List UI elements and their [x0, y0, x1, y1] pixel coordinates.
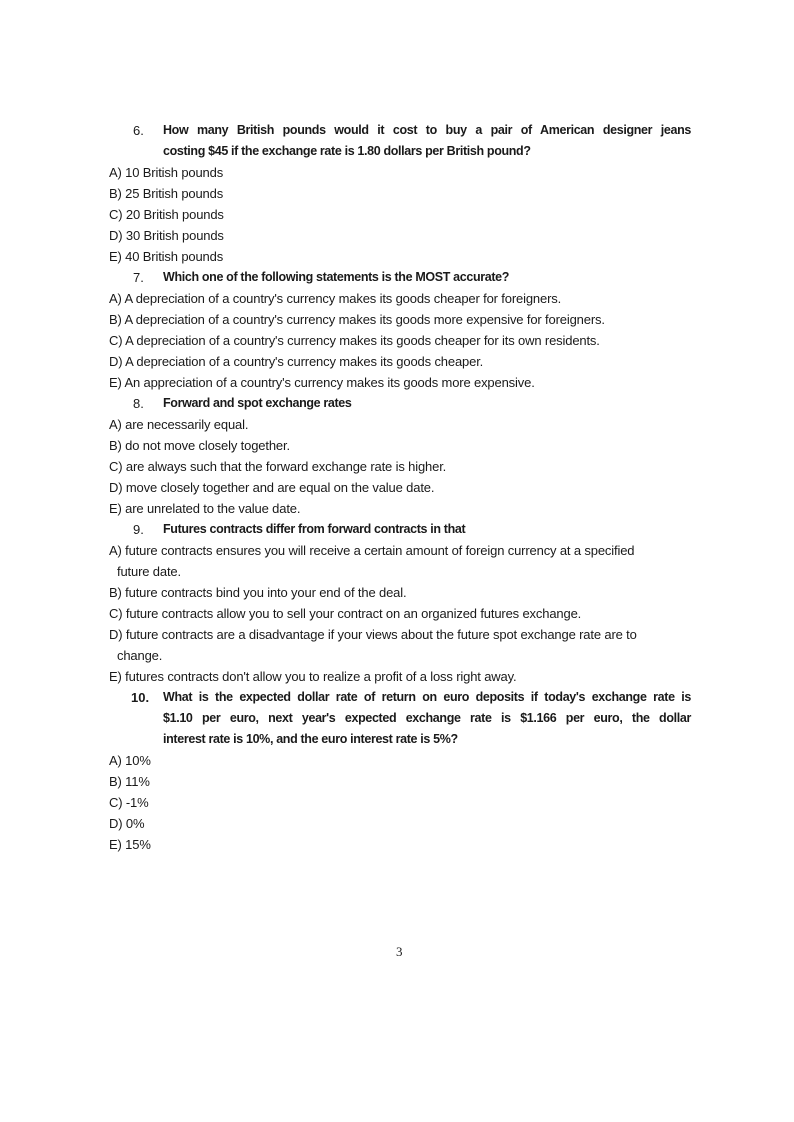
answer-option: C) are always such that the forward exchange rate is higher. [109, 459, 447, 474]
answer-option: C) 20 British pounds [109, 207, 224, 222]
answer-option: B) A depreciation of a country's currency makes its goods more expensive for foreigners. [109, 312, 605, 327]
question-text: How many British pounds would it cost to buy a pair of American designer jeans [163, 123, 691, 137]
question-text: costing $45 if the exchange rate is 1.80 dollars per British pound? [163, 144, 531, 158]
question-stem [109, 519, 691, 540]
answer-option: D) 30 British pounds [109, 228, 224, 243]
answer-option: A) 10 British pounds [109, 165, 224, 180]
question-6 [109, 120, 691, 267]
answer-option: A) 10% [109, 753, 151, 768]
answer-option: E) futures contracts don't allow you to realize a profit of a loss right away. [109, 669, 517, 684]
answer-option: B) future contracts bind you into your end of the deal. [109, 585, 407, 600]
answer-option: A) future contracts ensures you will receive a certain amount of foreign currency at a specified [109, 543, 635, 558]
answer-option: C) A depreciation of a country's currency makes its goods cheaper for its own residents. [109, 333, 600, 348]
question-7 [109, 267, 691, 393]
answer-option: C) -1% [109, 795, 149, 810]
question-number: 10. [131, 690, 150, 705]
answer-option: D) future contracts are a disadvantage if your views about the future spot exchange rate are to [109, 627, 637, 642]
exam-page [109, 120, 691, 855]
question-text: What is the expected dollar rate of return on euro deposits if today's exchange rate is [163, 690, 691, 704]
answer-option: E) 40 British pounds [109, 249, 224, 264]
question-8 [109, 393, 691, 519]
answer-option: C) future contracts allow you to sell your contract on an organized futures exchange. [109, 606, 582, 621]
answer-option: B) 11% [109, 774, 150, 789]
question-stem-continuation [109, 141, 691, 162]
answer-option-continuation: future date. [117, 564, 181, 579]
answer-option: D) A depreciation of a country's currency makes its goods cheaper. [109, 354, 484, 369]
question-text: $1.10 per euro, next year's expected exchange rate is $1.166 per euro, the dollar [163, 711, 691, 725]
answer-option: B) 25 British pounds [109, 186, 224, 201]
question-text: Forward and spot exchange rates [163, 396, 352, 410]
question-number: 8. [133, 396, 144, 411]
answer-option: A) are necessarily equal. [109, 417, 249, 432]
question-9 [109, 519, 691, 687]
page-number: 3 [396, 944, 403, 959]
question-stem [109, 393, 691, 414]
question-stem [109, 687, 691, 708]
answer-option: E) 15% [109, 837, 151, 852]
answer-option: E) An appreciation of a country's currency makes its goods more expensive. [109, 375, 535, 390]
question-stem-continuation [109, 708, 691, 729]
question-10 [109, 687, 691, 855]
answer-option: A) A depreciation of a country's currency makes its goods cheaper for foreigners. [109, 291, 562, 306]
answer-option-continuation: change. [117, 648, 163, 663]
answer-option: D) 0% [109, 816, 145, 831]
question-text: Futures contracts differ from forward contracts in that [163, 522, 466, 536]
question-stem [109, 267, 691, 288]
question-text: Which one of the following statements is the MOST accurate? [163, 270, 510, 284]
question-text: interest rate is 10%, and the euro interest rate is 5%? [163, 732, 458, 746]
answer-option: E) are unrelated to the value date. [109, 501, 301, 516]
question-stem [109, 120, 691, 141]
question-number: 6. [133, 123, 144, 138]
answer-option: D) move closely together and are equal on the value date. [109, 480, 435, 495]
question-number: 7. [133, 270, 144, 285]
question-stem-continuation [109, 729, 691, 750]
answer-option: B) do not move closely together. [109, 438, 290, 453]
question-number: 9. [133, 522, 144, 537]
